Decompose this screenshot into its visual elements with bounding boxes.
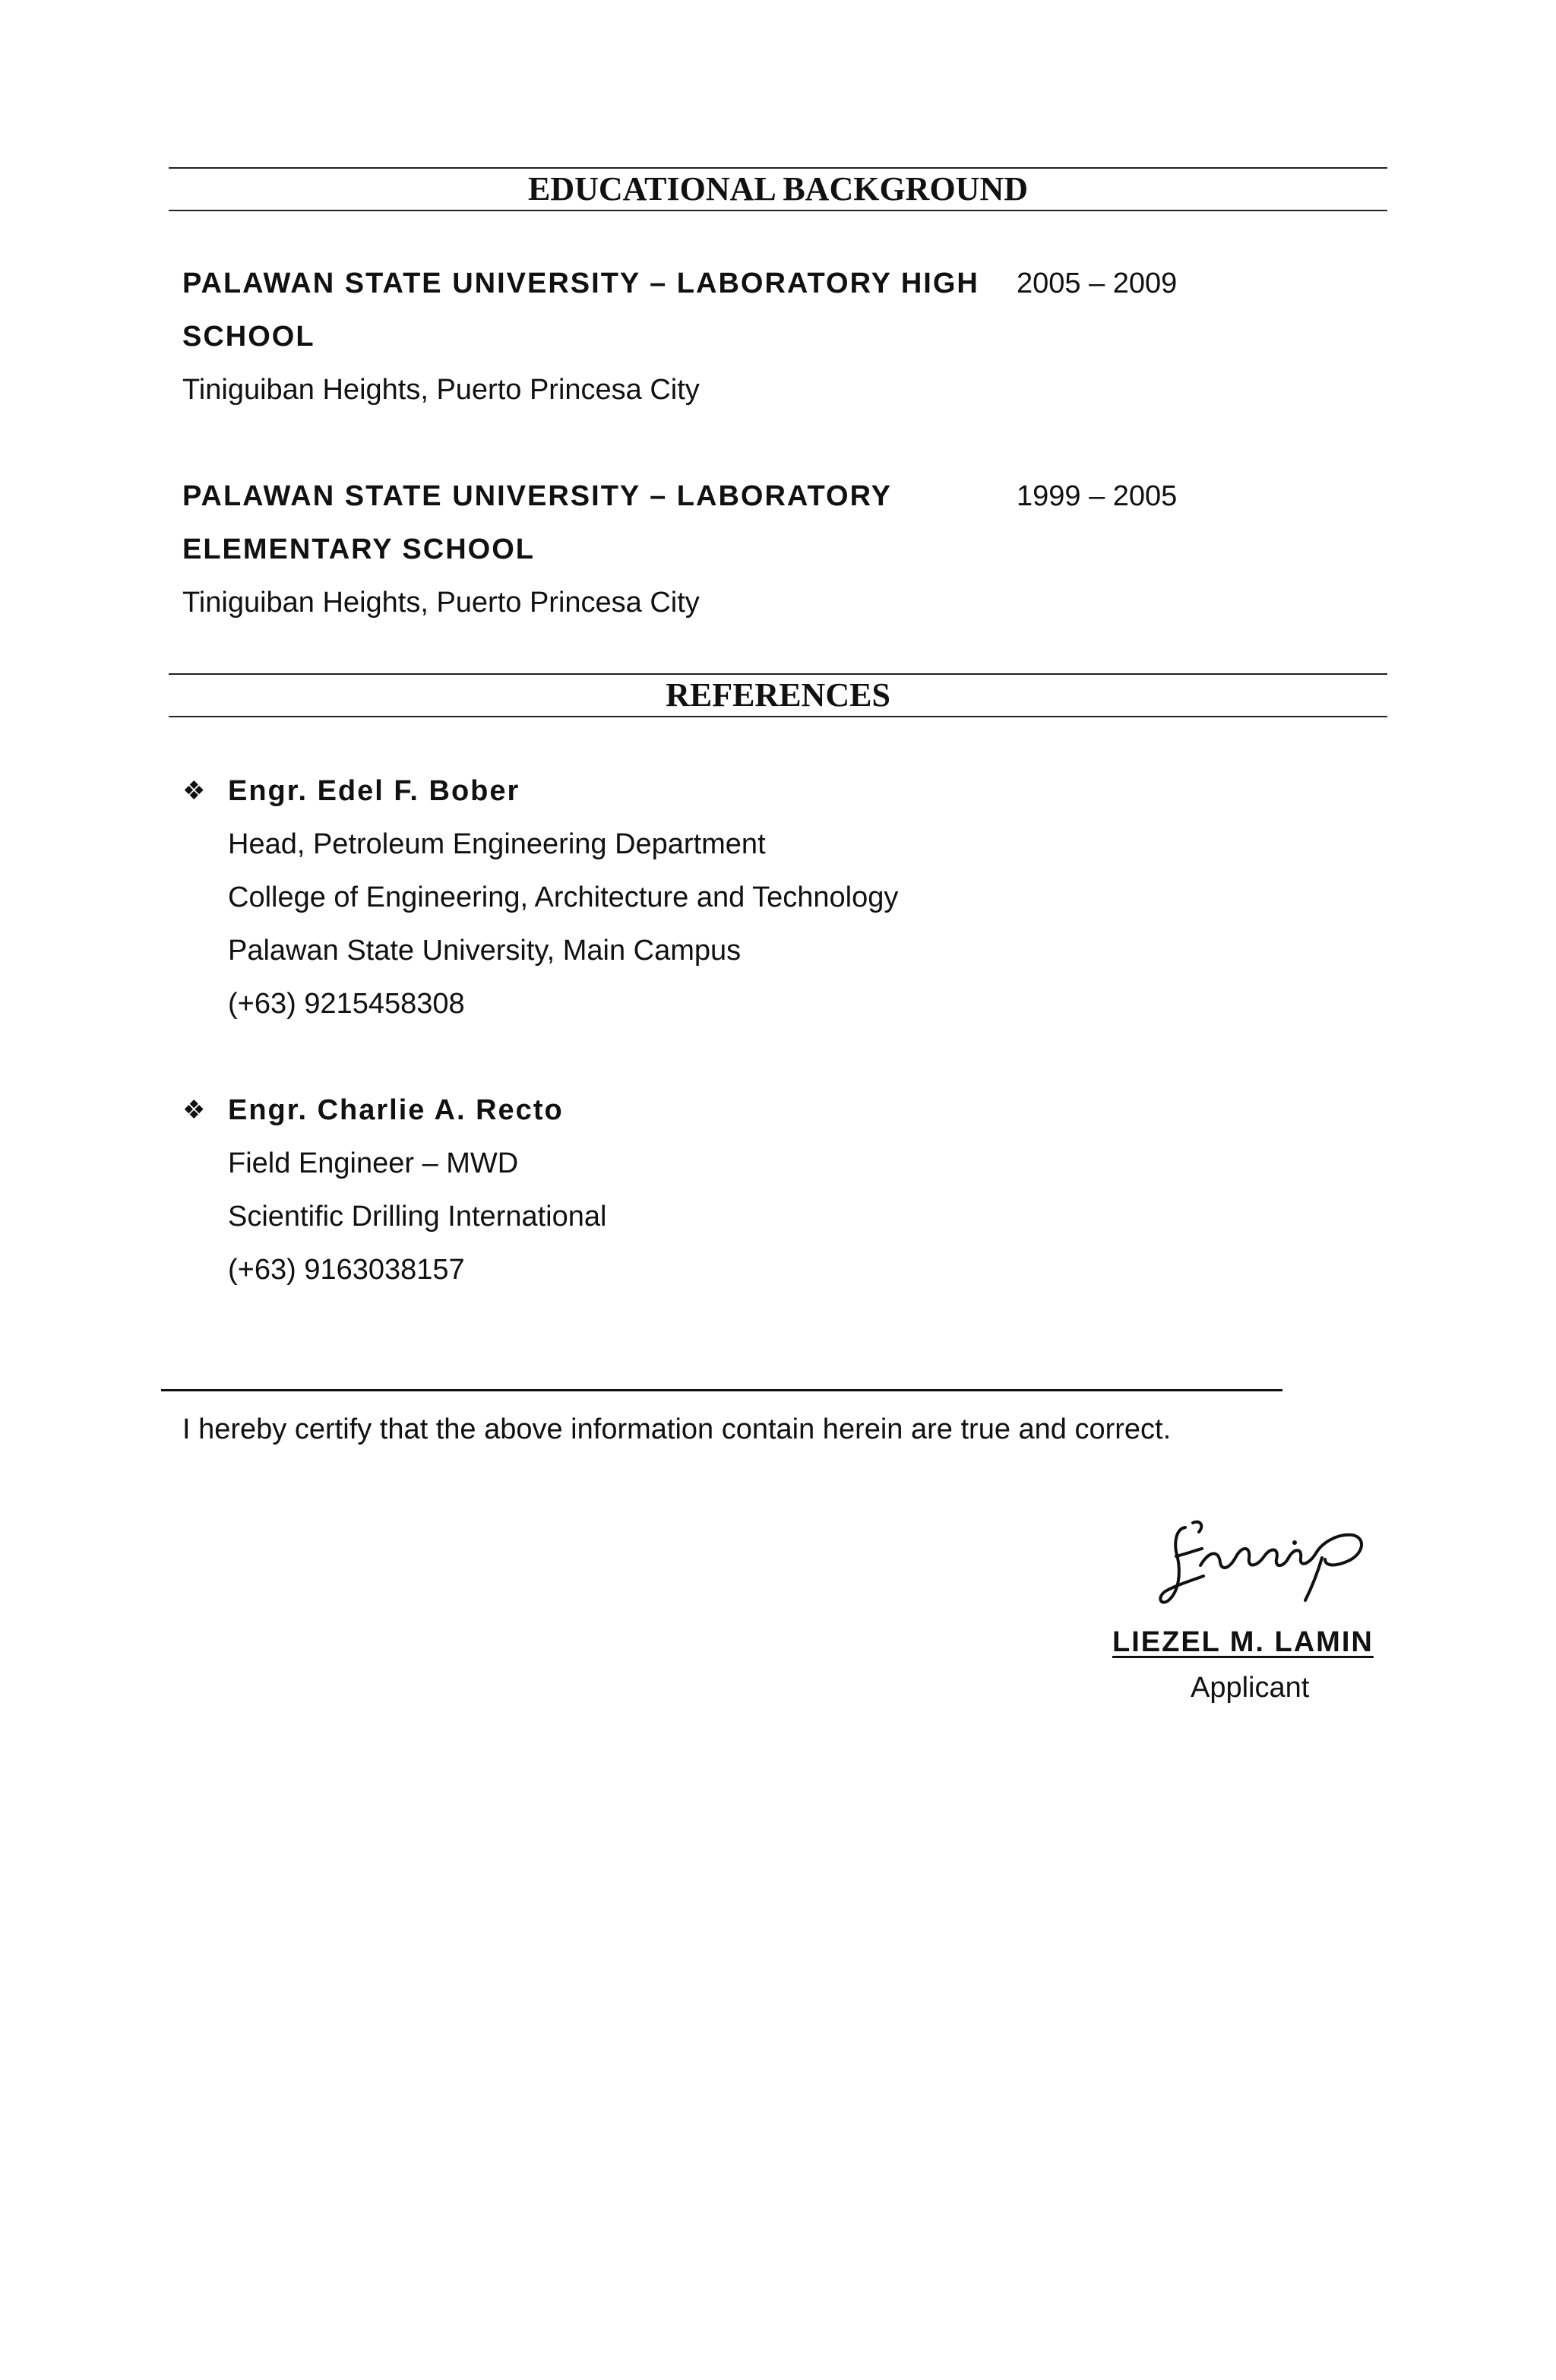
applicant-role: Applicant	[1191, 1672, 1310, 1704]
reference-2-line-1: Field Engineer – MWD	[228, 1147, 519, 1179]
diamond-bullet-icon: ❖	[182, 1096, 206, 1125]
reference-name-1: Engr. Edel F. Bober	[228, 775, 520, 807]
diamond-bullet-icon: ❖	[182, 777, 206, 805]
school-name-high: PALAWAN STATE UNIVERSITY – LABORATORY HIGH SCHOOL	[182, 267, 979, 353]
applicant-name: LIEZEL M. LAMIN	[1112, 1626, 1374, 1658]
school-years-elementary: 1999 – 2005	[1017, 480, 1178, 512]
education-heading: EDUCATIONAL BACKGROUND	[169, 167, 1387, 211]
reference-2-phone: (+63) 9163038157	[228, 1254, 465, 1286]
reference-name-2: Engr. Charlie A. Recto	[228, 1094, 564, 1126]
school-address-elementary: Tiniguiban Heights, Puerto Princesa City	[182, 587, 700, 619]
reference-2-line-2: Scientific Drilling International	[228, 1201, 607, 1233]
certification-statement: I hereby certify that the above information contain herein are true and correct.	[182, 1413, 1172, 1445]
school-name-elementary: PALAWAN STATE UNIVERSITY – LABORATORY ELEMENTARY SCHOOL	[182, 480, 892, 565]
reference-1-line-2: College of Engineering, Architecture and Technology	[228, 881, 899, 913]
school-years-high: 2005 – 2009	[1017, 267, 1178, 299]
references-heading: REFERENCES	[169, 673, 1387, 717]
reference-1-line-1: Head, Petroleum Engineering Department	[228, 828, 766, 860]
school-address-high: Tiniguiban Heights, Puerto Princesa City	[182, 374, 700, 406]
reference-1-line-3: Palawan State University, Main Campus	[228, 935, 742, 967]
certification-rule	[161, 1389, 1282, 1391]
signature-image	[1146, 1512, 1374, 1614]
reference-1-phone: (+63) 9215458308	[228, 988, 465, 1020]
